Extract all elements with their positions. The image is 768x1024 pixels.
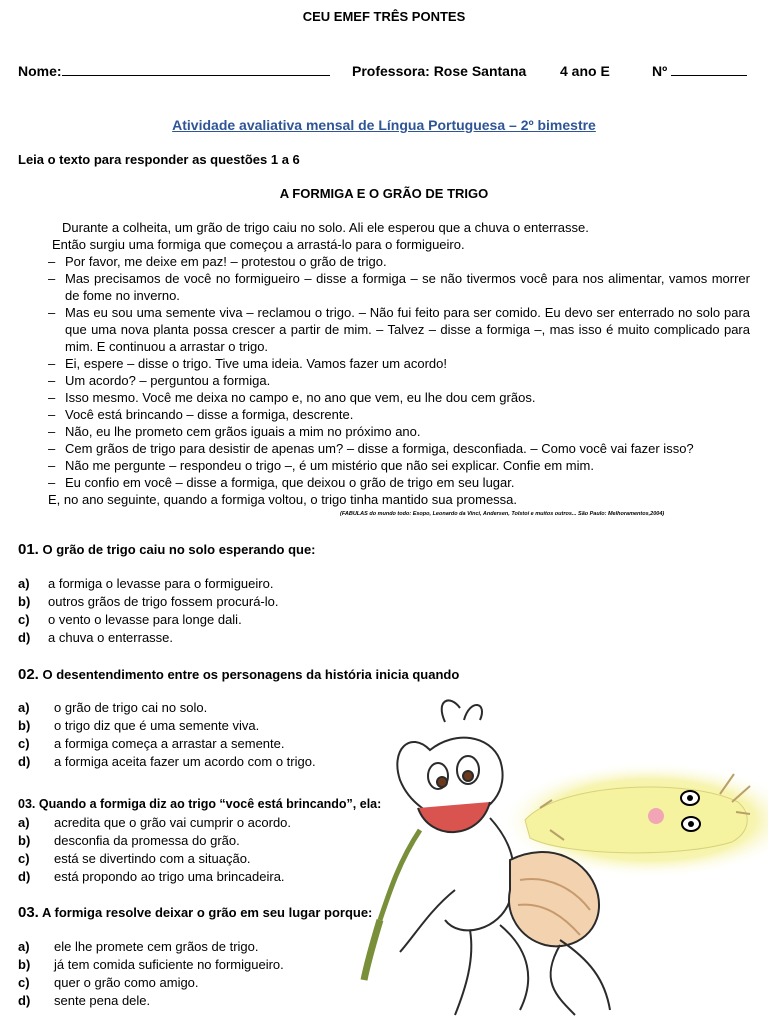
dialogue-line: – Eu confio em você – disse a formiga, que deixou o grão de trigo em seu lugar. bbox=[48, 475, 515, 490]
option-c[interactable]: c) a formiga começa a arrastar a semente. bbox=[18, 736, 285, 751]
dialogue-line: – Cem grãos de trigo para desistir de apenas um? – disse a formiga, desconfiada. – Como você vai fazer isso? bbox=[48, 441, 694, 456]
question-4: 03. A formiga resolve deixar o grão em seu lugar porque: bbox=[18, 904, 373, 921]
name-field[interactable] bbox=[18, 63, 330, 79]
dialogue-line: – Não, eu lhe prometo cem grãos iguais a mim no próximo ano. bbox=[48, 424, 421, 439]
option-b[interactable]: b) outros grãos de trigo fossem procurá-lo. bbox=[18, 594, 279, 609]
question-4-options bbox=[18, 938, 284, 1010]
number-field[interactable] bbox=[652, 63, 747, 79]
source-citation: (FABULAS do mundo todo: Esopo, Leonardo da Vinci, Andersen, Tolstoi e muitos outros... São Paulo: Melhoramentos,2004) bbox=[340, 511, 665, 517]
instructions: Leia o texto para responder as questões 1 a 6 bbox=[18, 152, 300, 167]
option-c[interactable]: c) o vento o levasse para longe dali. bbox=[18, 612, 242, 627]
question-1-options bbox=[18, 575, 279, 647]
story-text bbox=[48, 219, 750, 508]
story-title: A FORMIGA E O GRÃO DE TRIGO bbox=[279, 186, 489, 201]
dialogue-line: – Não me pergunte – respondeu o trigo –, é um mistério que não sei explicar. Confie em mim. bbox=[48, 458, 594, 473]
dialogue-line: – Mas precisamos de você no formigueiro – disse a formiga – se não tivermos você para nos alimentar, vamos morrer de fome no inverno. bbox=[48, 271, 750, 303]
dialogue-line: – Um acordo? – perguntou a formiga. bbox=[48, 373, 271, 388]
story-ending: E, no ano seguinte, quando a formiga voltou, o trigo tinha mantido sua promessa. bbox=[48, 492, 518, 507]
question-2-options bbox=[18, 699, 316, 771]
ant-with-wheat-grain-illustration bbox=[360, 690, 768, 1020]
school-name: CEU EMEF TRÊS PONTES bbox=[302, 9, 466, 24]
option-b[interactable]: b) já tem comida suficiente no formigueiro. bbox=[18, 957, 284, 972]
number-blank-line[interactable] bbox=[671, 63, 747, 76]
option-b[interactable]: b) o trigo diz que é uma semente viva. bbox=[18, 718, 260, 733]
dialogue-line: – Você está brincando – disse a formiga, descrente. bbox=[48, 407, 354, 422]
name-label: Nome: bbox=[18, 63, 62, 79]
subject-title: Atividade avaliativa mensal de Língua Portuguesa – 2º bimestre bbox=[172, 117, 596, 133]
question-3: 03. Quando a formiga diz ao trigo “você está brincando”, ela: bbox=[18, 797, 382, 811]
dialogue-line: – Por favor, me deixe em paz! – protestou o grão de trigo. bbox=[48, 254, 387, 269]
question-3-options bbox=[18, 814, 291, 886]
story-paragraph-2: Então surgiu uma formiga que começou a arrastá-lo para o formigueiro. bbox=[52, 237, 465, 252]
story-paragraph-1: Durante a colheita, um grão de trigo caiu no solo. Ali ele esperou que a chuva o enterrasse. bbox=[62, 220, 589, 235]
dialogue-line: – Mas eu sou uma semente viva – reclamou o trigo. – Não fui feito para ser comido. Eu devo ser enterrado no solo para que uma nova planta possa crescer a partir de mim. – Talvez – disse a formiga –, mas isso é muito complicado para mim. E continuou a arrastar o trigo. bbox=[48, 305, 750, 354]
option-a[interactable]: a) o grão de trigo cai no solo. bbox=[18, 700, 208, 715]
option-c[interactable]: c) está se divertindo com a situação. bbox=[18, 851, 251, 866]
dialogue-line: – Ei, espere – disse o trigo. Tive uma ideia. Vamos fazer um acordo! bbox=[48, 356, 447, 371]
option-d[interactable]: d) a formiga aceita fazer um acordo com o trigo. bbox=[18, 754, 316, 769]
name-blank-line[interactable] bbox=[62, 63, 330, 76]
class-label: 4 ano E bbox=[560, 63, 610, 79]
teacher-label: Professora: Rose Santana bbox=[352, 63, 527, 79]
dialogue-line: – Isso mesmo. Você me deixa no campo e, no ano que vem, eu lhe dou cem grãos. bbox=[48, 390, 536, 405]
option-b[interactable]: b) desconfia da promessa do grão. bbox=[18, 833, 240, 848]
option-d[interactable]: d) está propondo ao trigo uma brincadeira. bbox=[18, 869, 285, 884]
option-d[interactable]: d) a chuva o enterrasse. bbox=[18, 630, 174, 645]
option-a[interactable]: a) a formiga o levasse para o formigueiro. bbox=[18, 576, 274, 591]
option-a[interactable]: a) ele lhe promete cem grãos de trigo. bbox=[18, 939, 259, 954]
number-label: Nº bbox=[652, 63, 668, 79]
question-2: 02. O desentendimento entre os personagens da história inicia quando bbox=[18, 666, 460, 683]
question-1: 01. O grão de trigo caiu no solo esperando que: bbox=[18, 541, 316, 558]
option-d[interactable]: d) sente pena dele. bbox=[18, 993, 151, 1008]
option-c[interactable]: c) quer o grão como amigo. bbox=[18, 975, 199, 990]
option-a[interactable]: a) acredita que o grão vai cumprir o acordo. bbox=[18, 815, 292, 830]
